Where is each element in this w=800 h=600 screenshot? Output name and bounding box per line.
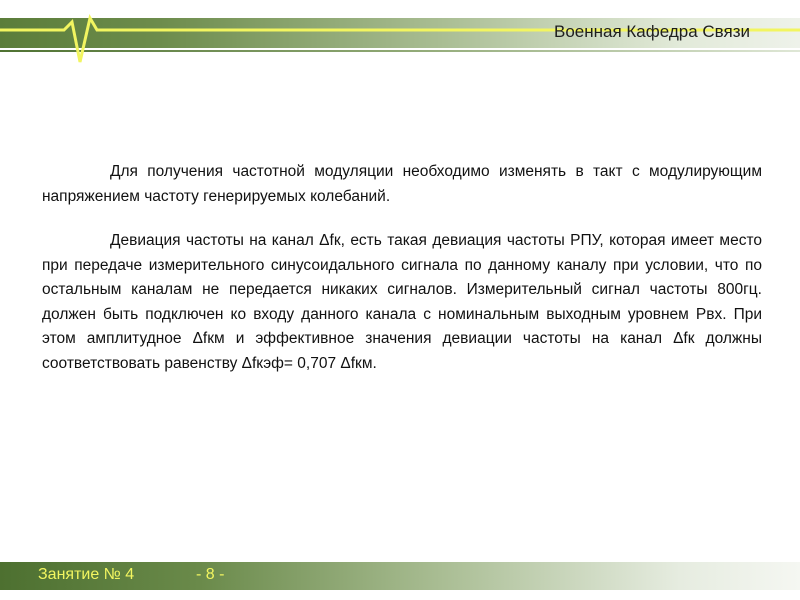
paragraph-deviation: Девиация частоты на канал Δfк, есть такая девиация частоты РПУ, которая имеет место при передаче измерительного синусоидального сигнала по данному каналу при условии, что по остальным каналам не передается никаких сигналов. Измерительный сигнал частоты 800гц. должен быть подключен ко входу данного канала с номинальным выходным уровнем Рвх. При этом амплитудное Δfкм и эффективное значения девиации частоты на канал Δfк должны соответствовать равенству Δfкэф= 0,707 Δfкм. — [42, 232, 762, 372]
paragraph-fm-intro: Для получения частотной модуляции необходимо изменять в такт с модулирующим напряжением частоту генерируемых колебаний. — [42, 163, 762, 205]
page-title: Военная Кафедра Связи — [554, 22, 750, 41]
lesson-label: Занятие № 4 — [38, 566, 135, 583]
page-number: - 8 - — [196, 566, 225, 583]
main-content — [42, 160, 762, 396]
